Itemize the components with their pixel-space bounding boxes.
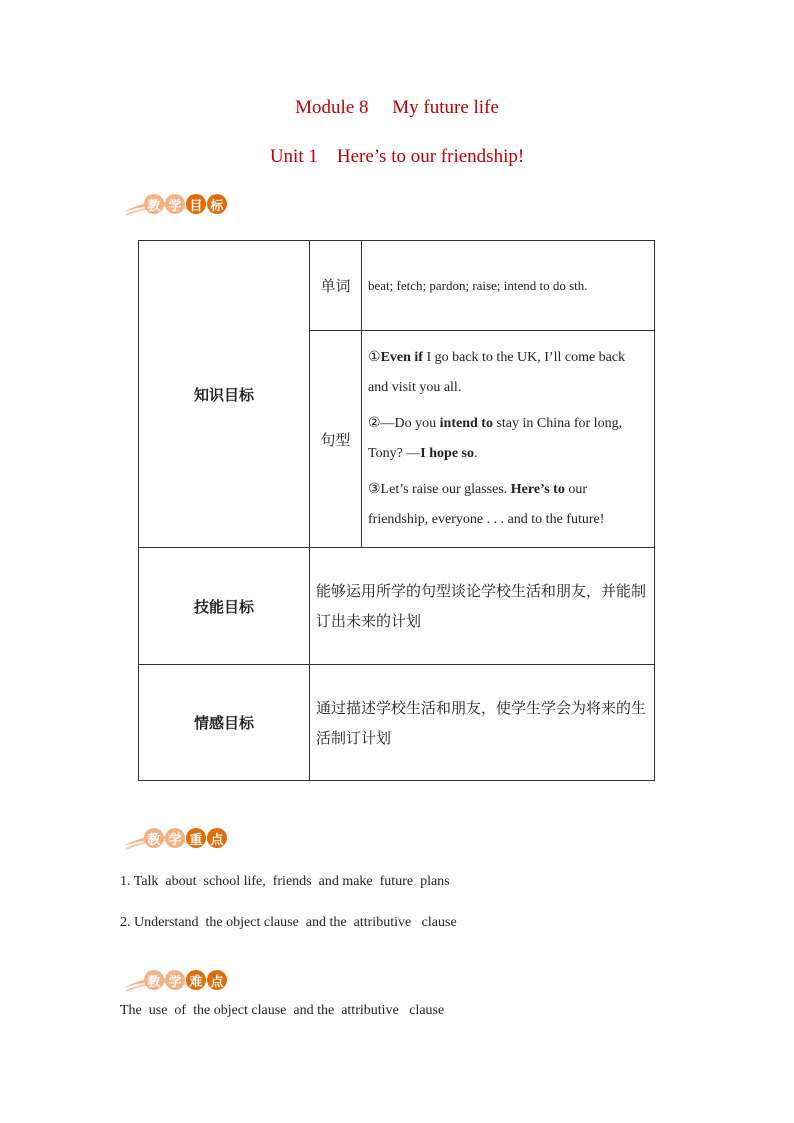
badge-char: 学: [165, 194, 185, 214]
emotion-content: 通过描述学校生活和朋友，使学生学会为将来的生活制订计划: [310, 665, 655, 781]
badge-char: 难: [186, 970, 206, 990]
unit-title: [0, 146, 794, 168]
badge-char: 教: [144, 194, 164, 214]
difficulty-text: The use of the object clause and the attributive clause: [120, 1003, 445, 1018]
sentence-2: ②—Do you intend to stay in China for long, Tony? —I hope so.: [368, 416, 623, 461]
module-number: Module 8: [295, 97, 369, 118]
emotion-category: 情感目标: [139, 665, 310, 781]
knowledge-category: 知识目标: [139, 241, 310, 548]
badge-char: 点: [207, 970, 227, 990]
module-title: [0, 97, 794, 119]
words-label: 单词: [310, 241, 362, 331]
patterns-content: [362, 331, 655, 548]
objectives-badge: [122, 190, 252, 218]
unit-name: Here’s to our friendship!: [336, 146, 525, 167]
unit-number: Unit 1: [269, 146, 318, 167]
badge-char: 重: [186, 828, 206, 848]
module-name: My future life: [392, 97, 499, 118]
skills-category: 技能目标: [139, 548, 310, 665]
key-point-2: 2. Understand the object clause and the attributive clause: [120, 915, 457, 930]
words-content: beat; fetch; pardon; raise; intend to do sth.: [362, 241, 655, 331]
badge-char: 教: [144, 828, 164, 848]
objectives-table: [138, 240, 655, 781]
key-point-1: 1. Talk about school life, friends and make future plans: [120, 874, 450, 889]
badge-char: 点: [207, 828, 227, 848]
badge-char: 学: [165, 970, 185, 990]
key-points-badge: [122, 824, 252, 852]
sentence-3: ③Let’s raise our glasses. Here’s to our friendship, everyone . . . and to the future!: [368, 482, 605, 527]
difficulties-badge: [122, 966, 252, 994]
badge-char: 教: [144, 970, 164, 990]
badge-char: 目: [186, 194, 206, 214]
badge-char: 学: [165, 828, 185, 848]
patterns-label: 句型: [310, 331, 362, 548]
skills-content: 能够运用所学的句型谈论学校生活和朋友，并能制订出未来的计划: [310, 548, 655, 665]
sentence-1: ①Even if I go back to the UK, I’ll come back and visit you all.: [368, 350, 626, 395]
badge-char: 标: [207, 194, 227, 214]
